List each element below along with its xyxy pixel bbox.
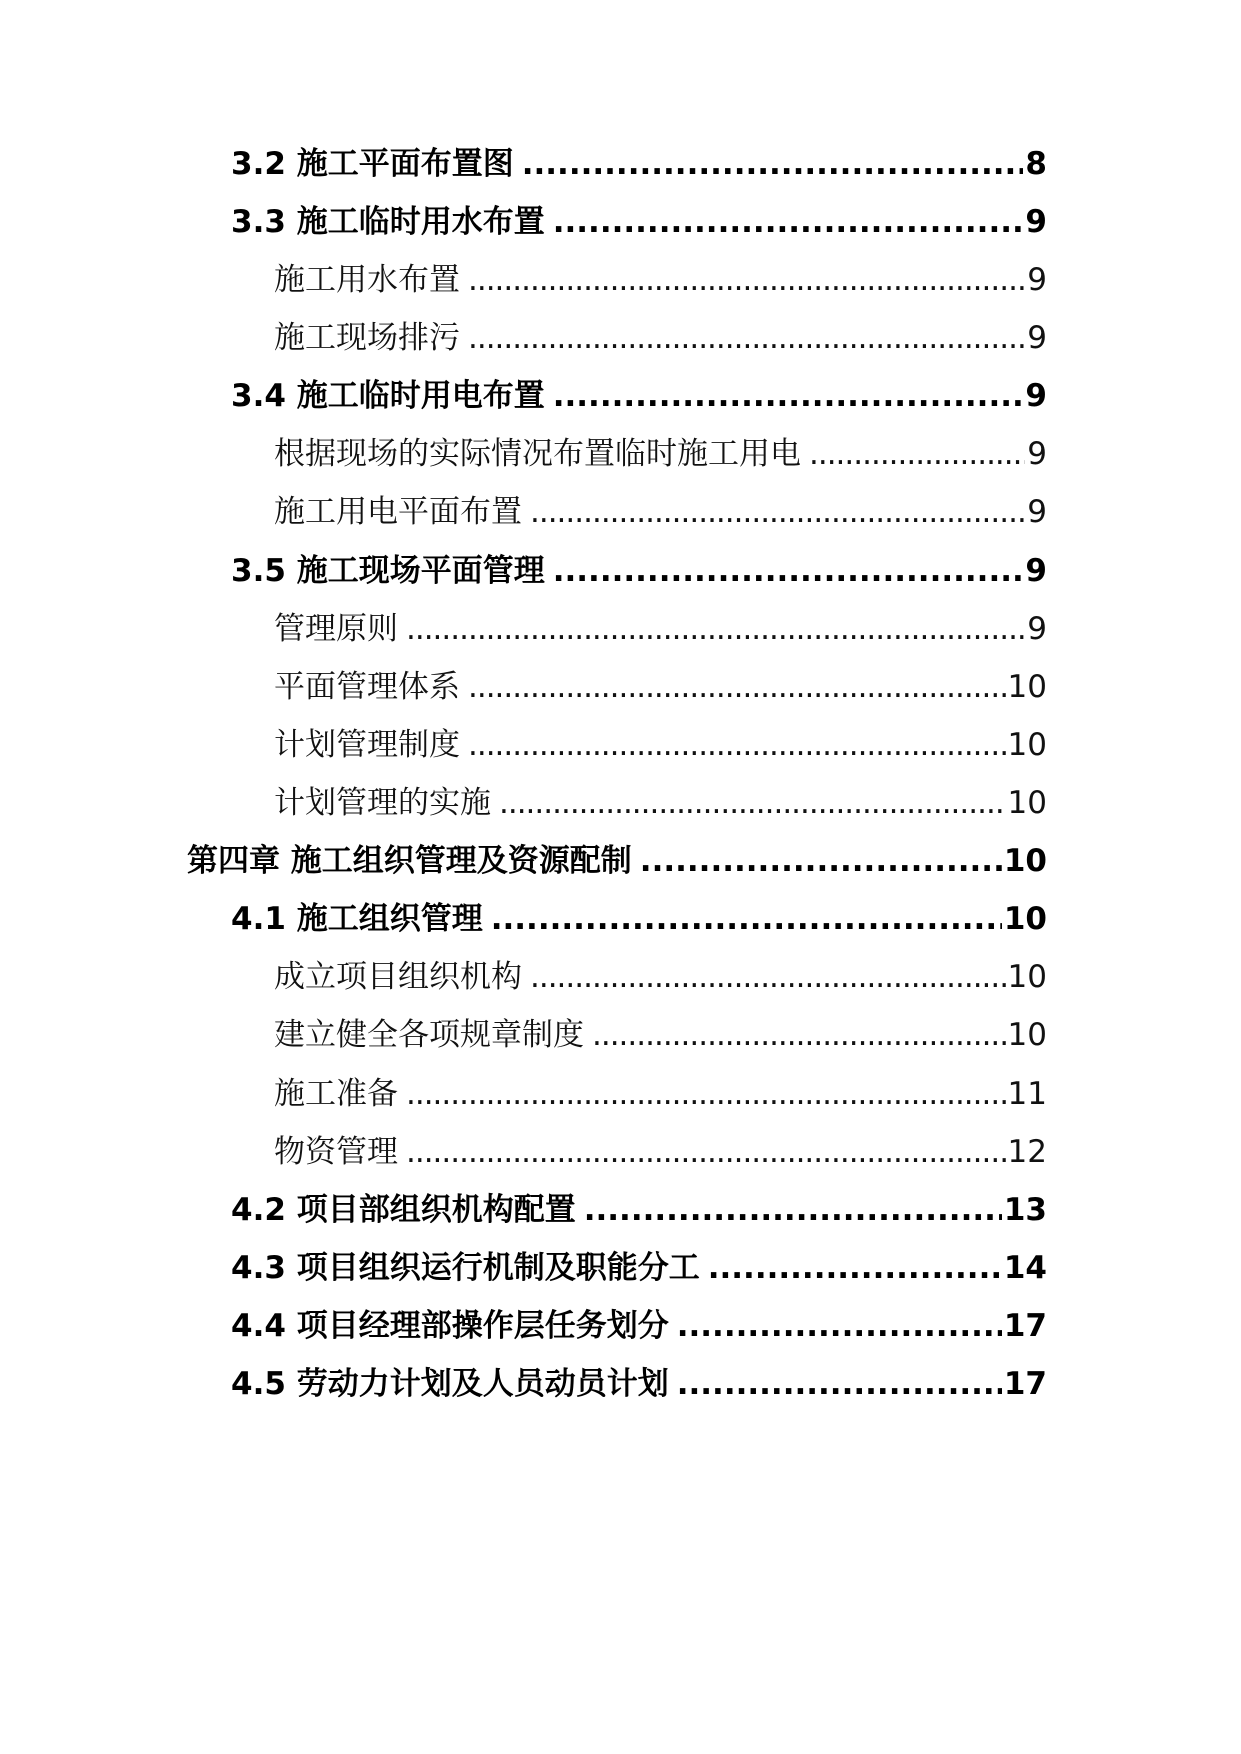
toc-entry[interactable] [274, 952, 1047, 1002]
toc-entry-title: 计划管理制度 [274, 727, 460, 763]
toc-leader-dots [553, 197, 1024, 247]
toc-entry-title: 3.3 施工临时用水布置 [231, 204, 545, 240]
toc-entry-page: 9 [1025, 553, 1047, 589]
toc-entry-title: 4.3 项目组织运行机制及职能分工 [231, 1250, 700, 1286]
toc-entry-page: 13 [1003, 1192, 1047, 1228]
toc-entry-title: 建立健全各项规章制度 [274, 1017, 584, 1053]
toc-entry-page: 11 [1007, 1076, 1047, 1112]
toc-entry-page: 9 [1027, 320, 1047, 356]
toc-entry-title: 计划管理的实施 [274, 785, 491, 821]
toc-leader-dots [491, 894, 1002, 944]
toc-entry-page: 17 [1003, 1366, 1047, 1402]
toc-entry[interactable] [274, 487, 1047, 537]
toc-entry-title: 施工现场排污 [274, 320, 460, 356]
toc-leader-dots [592, 1010, 1006, 1060]
toc-leader-dots [677, 1359, 1002, 1409]
toc-entry-page: 10 [1007, 1017, 1047, 1053]
toc-leader-dots [584, 1185, 1002, 1235]
toc-leader-dots [530, 487, 1025, 537]
toc-entry[interactable] [231, 546, 1047, 596]
toc-entry-page: 10 [1007, 959, 1047, 995]
toc-entry-page: 8 [1025, 146, 1047, 182]
toc-leader-dots [530, 952, 1006, 1002]
toc-entry-title: 4.2 项目部组织机构配置 [231, 1192, 576, 1228]
toc-entry[interactable] [187, 836, 1047, 886]
toc-leader-dots [640, 836, 1002, 886]
toc-entry[interactable] [231, 894, 1047, 944]
toc-entry[interactable] [274, 313, 1047, 363]
toc-entry-page: 9 [1025, 378, 1047, 414]
toc-entry[interactable] [231, 371, 1047, 421]
toc-entry-page: 10 [1003, 843, 1047, 879]
toc-leader-dots [809, 429, 1025, 479]
toc-leader-dots [406, 1069, 1006, 1119]
toc-leader-dots [553, 371, 1024, 421]
toc-leader-dots [468, 255, 1025, 305]
toc-entry-title: 施工准备 [274, 1076, 398, 1112]
toc-leader-dots [468, 720, 1006, 770]
toc-entry-title: 根据现场的实际情况布置临时施工用电 [274, 436, 801, 472]
toc-entry-page: 10 [1007, 669, 1047, 705]
toc-leader-dots [553, 546, 1024, 596]
toc-entry-title: 成立项目组织机构 [274, 959, 522, 995]
toc-entry-page: 10 [1003, 901, 1047, 937]
toc-entry[interactable] [231, 1301, 1047, 1351]
toc-entry-page: 17 [1003, 1308, 1047, 1344]
toc-leader-dots [708, 1243, 1002, 1293]
toc-entry-title: 管理原则 [274, 611, 398, 647]
toc-leader-dots [406, 1127, 1006, 1177]
toc-entry[interactable] [274, 1069, 1047, 1119]
toc-entry[interactable] [274, 429, 1047, 479]
toc-leader-dots [468, 662, 1006, 712]
toc-entry[interactable] [274, 1127, 1047, 1177]
toc-entry-page: 10 [1007, 727, 1047, 763]
toc-entry-page: 9 [1027, 262, 1047, 298]
toc-entry-title: 施工用水布置 [274, 262, 460, 298]
toc-entry[interactable] [274, 720, 1047, 770]
toc-entry[interactable] [231, 1243, 1047, 1293]
toc-entry[interactable] [274, 1010, 1047, 1060]
toc-entry-title: 4.5 劳动力计划及人员动员计划 [231, 1366, 669, 1402]
toc-entry-page: 9 [1025, 204, 1047, 240]
toc-entry[interactable] [274, 604, 1047, 654]
toc-entry-title: 平面管理体系 [274, 669, 460, 705]
toc-entry-title: 3.4 施工临时用电布置 [231, 378, 545, 414]
toc-entry-title: 4.1 施工组织管理 [231, 901, 483, 937]
toc-entry-page: 12 [1007, 1134, 1047, 1170]
toc-entry[interactable] [231, 139, 1047, 189]
toc-leader-dots [677, 1301, 1002, 1351]
toc-leader-dots [499, 778, 1006, 828]
toc-entry[interactable] [274, 662, 1047, 712]
toc-entry-page: 9 [1027, 611, 1047, 647]
toc-entry-page: 9 [1027, 494, 1047, 530]
toc-entry[interactable] [231, 197, 1047, 247]
toc-entry-title: 4.4 项目经理部操作层任务划分 [231, 1308, 669, 1344]
toc-entry-page: 10 [1007, 785, 1047, 821]
toc-entry[interactable] [231, 1185, 1047, 1235]
toc-entry[interactable] [274, 255, 1047, 305]
toc-entry-page: 9 [1027, 436, 1047, 472]
toc-entry-title: 3.5 施工现场平面管理 [231, 553, 545, 589]
toc-entry-title: 3.2 施工平面布置图 [231, 146, 514, 182]
toc-entry[interactable] [274, 778, 1047, 828]
toc-entry-title: 施工用电平面布置 [274, 494, 522, 530]
toc-entry-title: 物资管理 [274, 1134, 398, 1170]
toc-entry[interactable] [231, 1359, 1047, 1409]
toc-entry-title: 第四章 施工组织管理及资源配制 [187, 843, 632, 879]
toc-entry-page: 14 [1003, 1250, 1047, 1286]
toc-leader-dots [468, 313, 1025, 363]
toc-leader-dots [406, 604, 1025, 654]
toc-leader-dots [522, 139, 1024, 189]
